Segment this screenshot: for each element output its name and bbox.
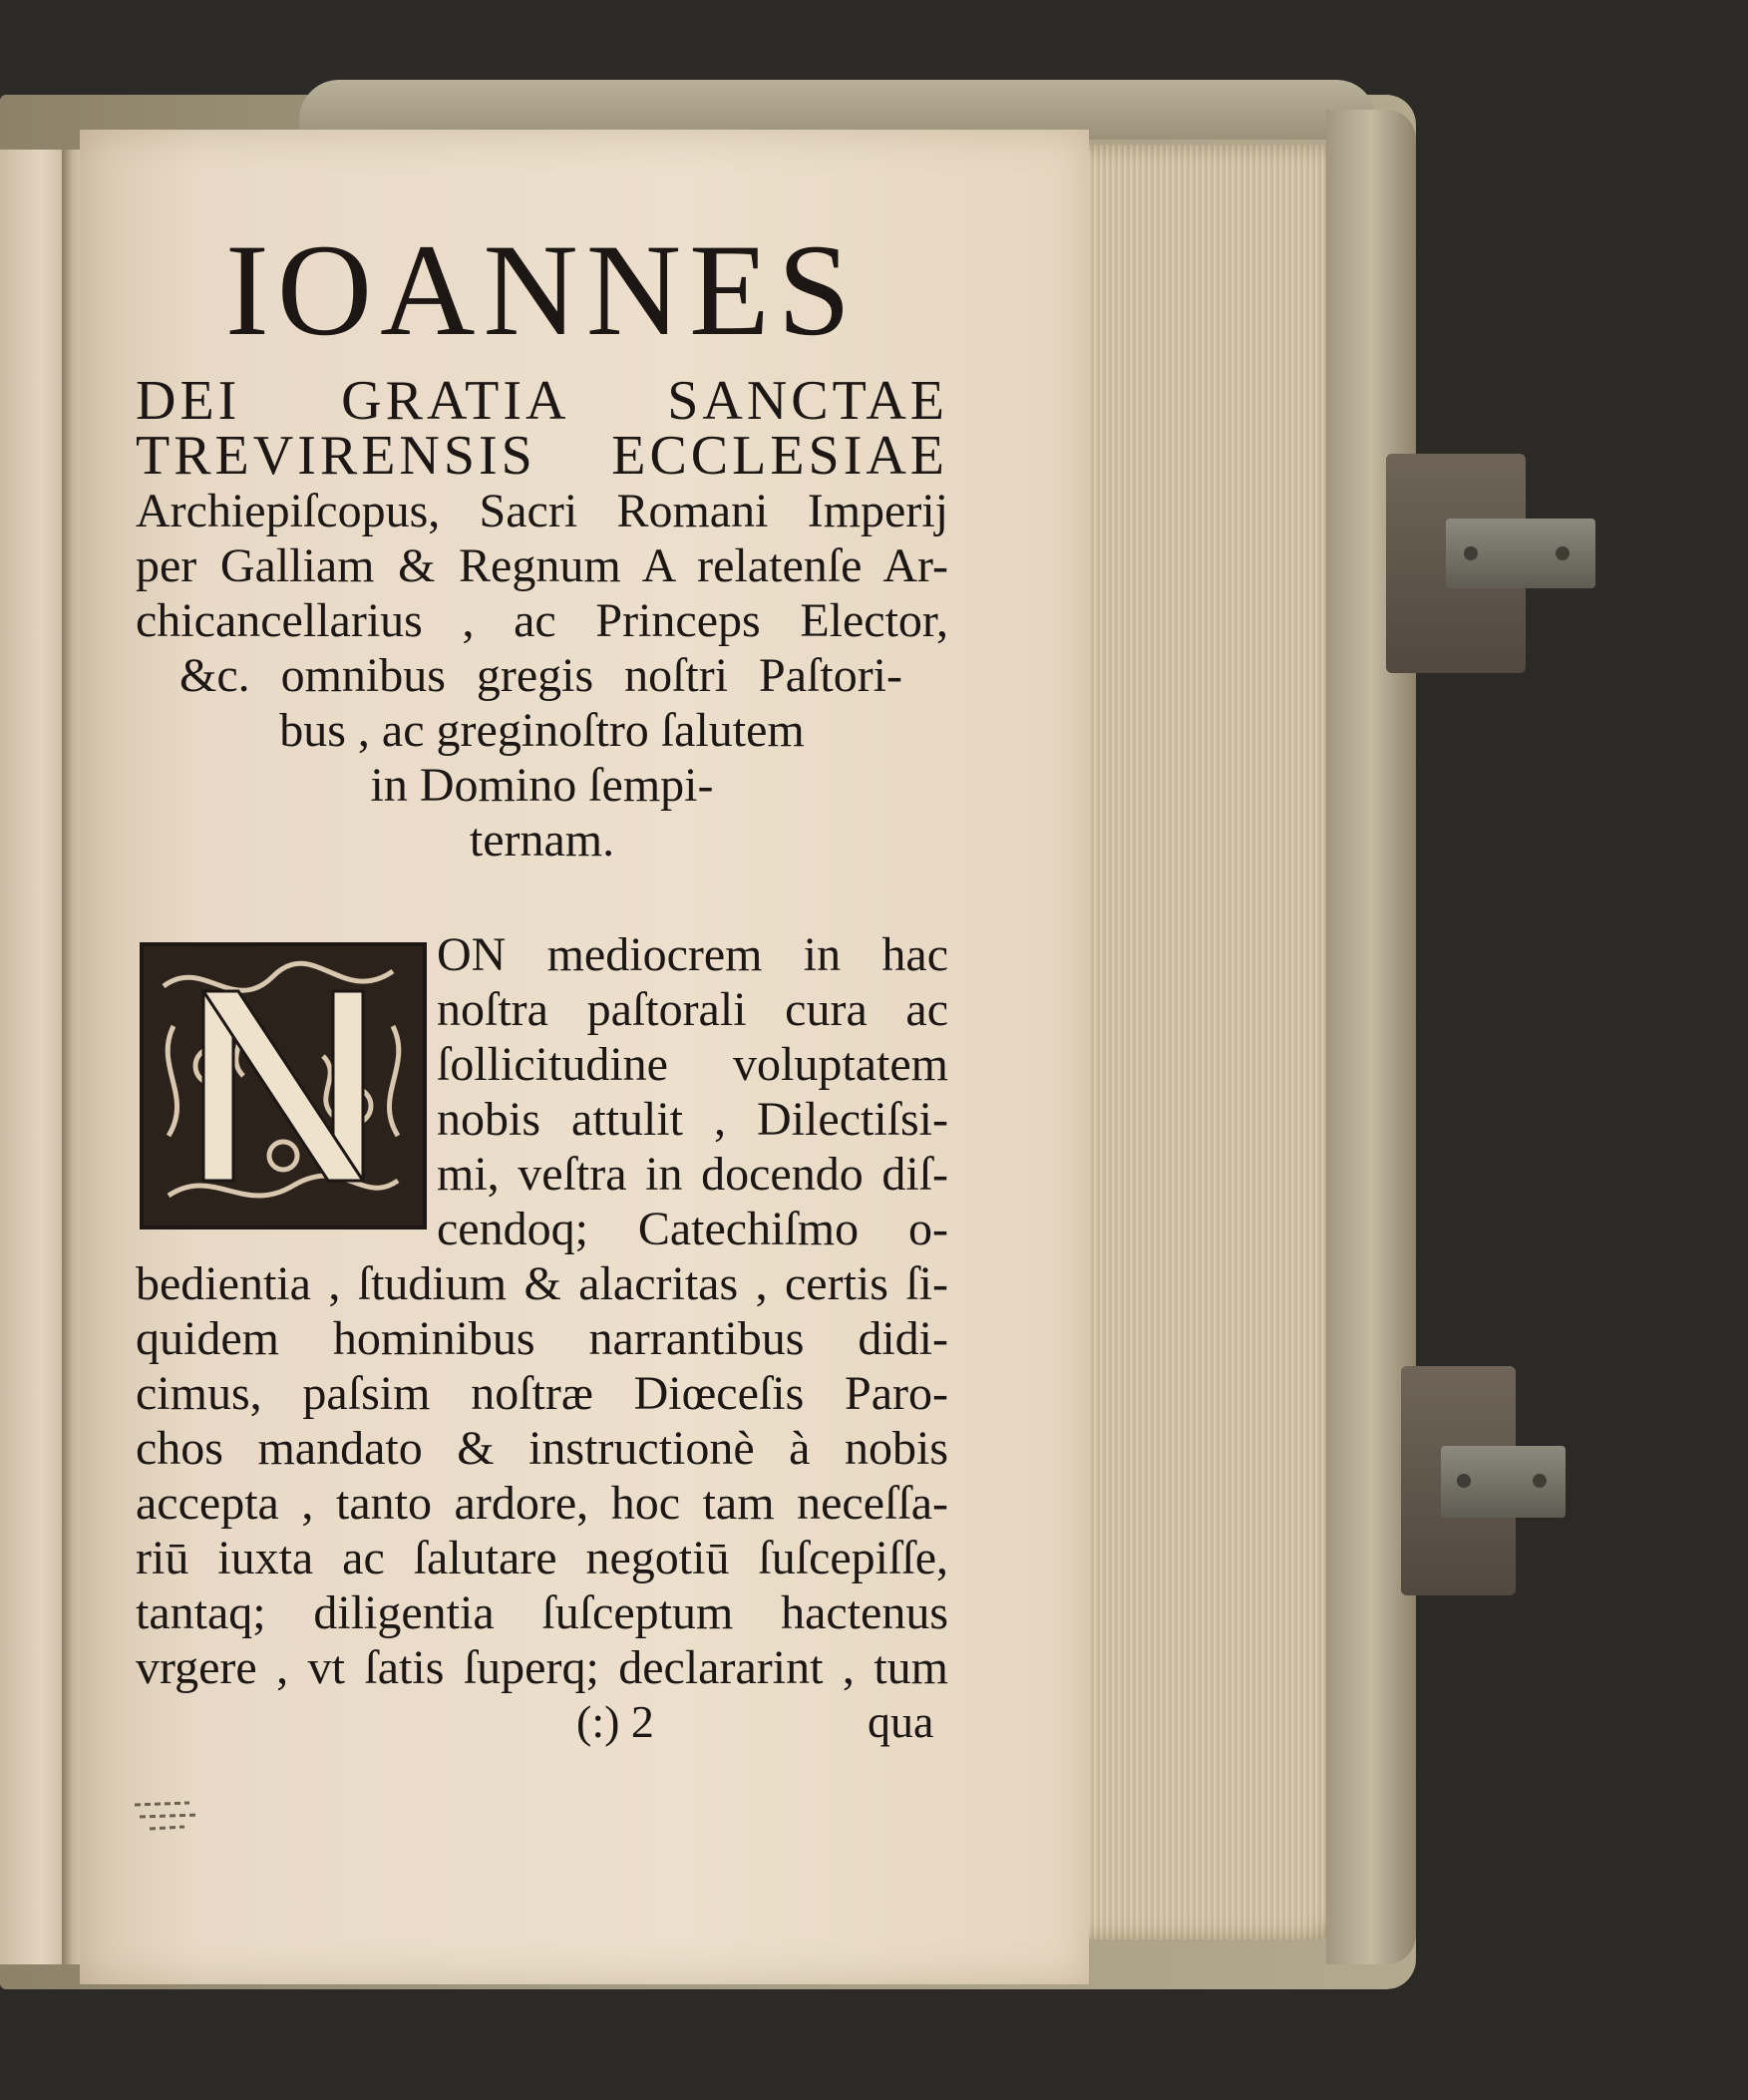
initial-line: nobis attulit , Dilectiſsi- <box>437 1093 948 1146</box>
initial-line: ſollicitudine voluptatem <box>437 1038 948 1091</box>
page-title: IOANNES <box>224 216 860 363</box>
initial-line: mi, veſtra in docendo diſ- <box>437 1148 948 1201</box>
initial-line: cendoq; Catechiſmo o- <box>437 1203 948 1255</box>
rivet-icon <box>1457 1474 1471 1488</box>
rivet-icon <box>1556 546 1570 560</box>
svg-text:N: N <box>279 1113 287 1124</box>
taper-line: ternam. <box>469 814 615 867</box>
taper-line: bus , ac greginoſtro ſalutem <box>279 704 805 757</box>
heading-line: TREVIRENSIS ECCLESIAE <box>136 425 948 487</box>
body-line: chos mandato & instructionè à nobis <box>136 1422 948 1475</box>
intro-line: chicancellarius , ac Princeps Elector, <box>136 594 948 647</box>
left-page-edge <box>0 150 70 1964</box>
intro-line: per Galliam & Regnum A relatenſe Ar- <box>136 539 948 592</box>
upper-clasp-plate <box>1446 519 1595 588</box>
lower-clasp-plate <box>1441 1446 1566 1518</box>
rivet-icon <box>1464 546 1478 560</box>
intro-line: &c. omnibus gregis noſtri Paſtori- <box>179 649 902 702</box>
body-line: vrgere , vt ſatis ſuperq; declararint , tum <box>136 1641 948 1694</box>
cover-right-board <box>1326 110 1416 1964</box>
ink-smudge-icon <box>130 1785 229 1845</box>
catchword: qua <box>868 1696 934 1747</box>
heading-line: DEI GRATIA SANCTAE <box>136 370 948 432</box>
body-line: quidem hominibus narrantibus didi- <box>136 1312 948 1365</box>
ornamental-initial-icon <box>140 942 427 1229</box>
intro-line: Archiepiſcopus, Sacri Romani Imperij <box>136 485 948 537</box>
page-fore-edge <box>1067 145 1346 1939</box>
initial-line: ON mediocrem in hac <box>437 928 948 981</box>
body-line: cimus, paſsim noſtræ Diœceſis Paro- <box>136 1367 948 1420</box>
body-line: riū iuxta ac ſalutare negotiū ſuſcepiſſe, <box>136 1532 948 1584</box>
body-line: bedientia , ſtudium & alacritas , certis ſi- <box>136 1257 948 1310</box>
signature-mark: (:) 2 <box>576 1696 654 1747</box>
body-line: accepta , tanto ardore, hoc tam neceſſa- <box>136 1477 948 1530</box>
initial-line: noſtra paſtorali cura ac <box>437 983 948 1036</box>
rivet-icon <box>1533 1474 1547 1488</box>
taper-line: in Domino ſempi- <box>370 759 714 812</box>
body-line: tantaq; diligentia ſuſceptum hactenus <box>136 1586 948 1639</box>
